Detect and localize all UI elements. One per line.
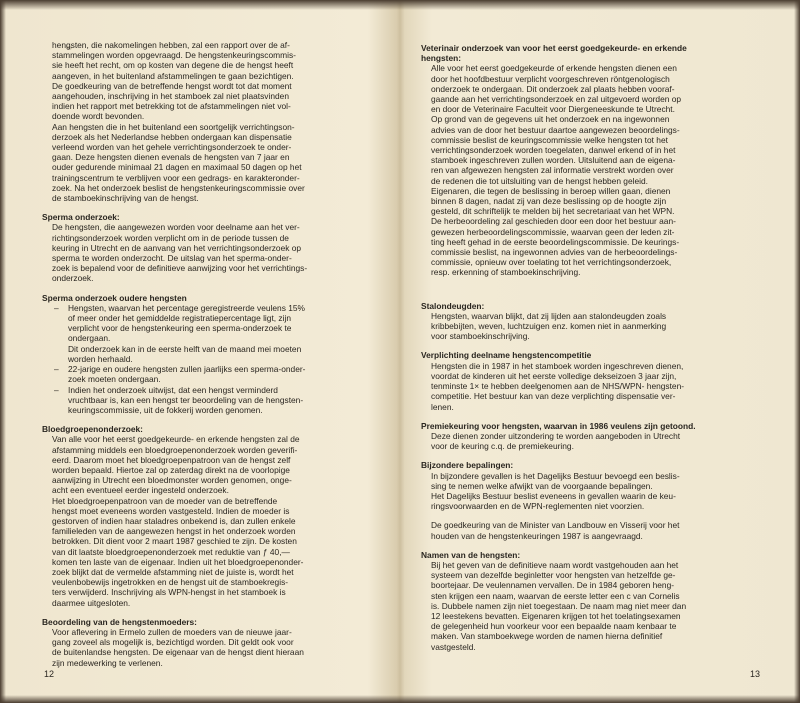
bijzondere-paragraph-3: De goedkeuring van de Minister van Landbouw en Visserij voor het houden van de hengstenkeuringen 1987 is aangevraagd. — [431, 520, 680, 541]
bloedgroepen-paragraph-2: Het bloedgroepenpatroon van de moeder van de betreffende hengst moet eveneens worden vastgesteld. Indien de moeder is gestorven of indien haar staladres onbekend is, dan zullen enkele familieleden van de aangewezen hengst in het onderzoek worden betrokken. Dit dient voor 2 maart 1987 geschied te zijn. De kosten van dit laatste bloedgroepenonderzoek met reduktie van ƒ 40,— komen ten laste van de eigenaar. Indien uit het bloedgroepenonder- zoek blijkt dat de vermelde afstamming niet de juiste is, wordt het veulenbobewijs ingetrokken en de hengst uit de stamboekregis- ters verwijderd. Inschrijving als WPN-hengst in het stamboek is daarmee uitgesloten. — [52, 495, 304, 608]
page-edge-right — [794, 0, 800, 703]
section-title-competitie: Verplichting deelname hengstencompetitie — [421, 350, 592, 361]
section-title-veterinair: Veterinair onderzoek van voor het eerst goedgekeurde- en erkende hengsten: — [421, 43, 687, 64]
page-number-right: 13 — [749, 669, 760, 679]
bloedgroepen-paragraph-1: Van alle voor het eerst goedgekeurde- en erkende hengsten zal de afstamming middels een bloedgroepenonderzoek worden geverifi- eerd. Daarom moet het bloedgroepenpatroon van de hengst zelf worden bepaald. Hiertoe zal op zaterdag direkt na de voorlopige aanwijzing in Utrecht een bloedmonster worden genomen, onge- acht een eventueel eerder ingesteld onderzoek. — [52, 434, 300, 496]
sperma-oudere-list — [42, 303, 387, 415]
section-title-bloedgroepen: Bloedgroepenonderzoek: — [42, 424, 143, 435]
intro-paragraph-2: Aan hengsten die in het buitenland een soortgelijk verrichtingson- derzoek als het Nederlandse hebben ondergaan kan dispensatie verleend worden van het gehele verrichtingsonderzoek te onder- gaan. Deze hengsten dienen evenals de hengsten van 7 jaar en ouder gedurende minimaal 21 dagen en maximaal 50 dagen op het trainingscentrum te verblijven voor een gedrags- en karakteronder- zoek. Na het onderzoek beslist de hengstenkeuringscommissie over de stamboekinschrijving van de hengst. — [52, 121, 305, 204]
page-edge-left — [0, 0, 6, 703]
right-page — [421, 43, 766, 652]
veterinair-paragraph-3: Eigenaren, die tegen de beslissing in beroep willen gaan, dienen binnen 8 dagen, nadat zij van deze beslissing op de hoogte zijn gesteld, dit schriftelijk te melden bij het secretariaat van het WPN. De herbeoordeling zal geschieden door een door het bestuur aan- gewezen herbeoordelingscommissie, waarvan geen der leden zit- ting heeft gehad in de eerste beoordelingscommissie. De keurings- commissie beslist, na ingewonnen advies van de herbeoordelings- commissie, opnieuw over toelating tot het verrichtingsonderzoek, resp. erkenning of stamboekinschrijving. — [431, 185, 680, 278]
section-title-sperma: Sperma onderzoek: — [42, 212, 120, 223]
namen-paragraph: Bij het geven van de definitieve naam wordt vastgehouden aan het systeem van dezelfde beginletter voor hengsten van hetzelfde ge- boortejaar. De veulennamen vervallen. De in 1984 geboren heng- sten krijgen een naam, waarvan de eerste letter een c van Cornelis is. Dubbele namen zijn niet toegestaan. De naam mag niet meer dan 12 leestekens bevatten. Eigenaren krijgen tot het toelatingsexamen de gelegenheid hun voorkeur voor een bepaalde naam kenbaar te maken. Van stamboekwege worden de namen hierna definitief vastgesteld. — [431, 559, 687, 652]
competitie-paragraph: Hengsten die in 1987 in het stamboek worden ingeschreven dienen, voordat de kinderen uit het eerste volledige dekseizoen 3 jaar zijn, tenminste 1× te hebben deelgenomen aan de NHS/WPN- hengsten- competitie. Het bestuur kan van deze verplichting dispensatie ver- lenen. — [431, 360, 685, 412]
section-title-premiekeuring: Premiekeuring voor hengsten, waarvan in 1986 veulens zijn getoond. — [421, 420, 696, 431]
veterinair-paragraph-1: Alle voor het eerst goedgekeurde of erkende hengsten dienen een door het hoofdbestuur verplicht voorgeschreven röntgenologisch onderzoek te ondergaan. Dit onderzoek zal plaats hebben vooraf- gaande aan het verrichtingsonderzoek en zal uitgevoerd worden op en door de Veterinaire Faculteit voor Diergeneeskunde te Utrecht. — [431, 63, 682, 115]
page-edge-top — [0, 0, 800, 10]
section-title-stalondeugden: Stalondeugden: — [421, 300, 485, 311]
list-item: – 22-jarige en oudere hengsten zullen jaarlijks een sperma-onder- zoek moeten ondergaan. — [54, 364, 306, 385]
list-item-text: 22-jarige en oudere hengsten zullen jaarlijks een sperma-onder- zoek moeten ondergaan. — [68, 364, 306, 385]
left-page — [42, 40, 387, 668]
list-item-text: Hengsten, waarvan het percentage geregistreerde veulens 15% of meer onder het gemiddelde registratiepercentage ligt, zijn verplicht voor de hengstenkeuring een sperma-onderzoek te ondergaan. Dit onderzoek kan in de eerste helft van de maand mei moeten worden herhaald. — [68, 302, 305, 364]
sperma-paragraph: De hengsten, die aangewezen worden voor deelname aan het ver- richtingsonderzoek worden verplicht om in de periode tussen de keuring in Utrecht en de aanvang van het verrichtingsonderzoek op sperma te worden onderzocht. De uitslag van het sperma-onder- zoek is bepalend voor de definitieve aanwijzing voor het verrichtings- onderzoek. — [52, 222, 308, 284]
page-number-left: 12 — [44, 669, 55, 679]
stalondeugden-paragraph: Hengsten, waarvan blijkt, dat zij lijden aan stalondeugden zoals kribbebijten, weven, luchtzuigen enz. komen niet in aanmerking voor stamboekinschrijving. — [431, 310, 667, 342]
veterinair-paragraph-2: Op grond van de gegevens uit het onderzoek en na ingewonnen advies van de door het bestuur daartoe aangewezen beoordelings- commissie beslist de keuringscommissie welke hengsten tot het verrichtingsonderzoek worden toegelaten, danwel erkend of in het stamboek ingeschreven zullen worden. Uitsluitend aan de eigena- ren van afgewezen hengsten zal informatie verstrekt worden over de redenen die tot uitsluiting van de hengst hebben geleid. — [431, 114, 680, 186]
bijzondere-paragraph-2: Het Dagelijks Bestuur beslist eveneens in gevallen waarin de keu- ringsvoorwaarden en de WPN-reglementen niet voorzien. — [431, 490, 676, 512]
intro-paragraph-1: hengsten, die nakomelingen hebben, zal een rapport over de af- stammelingen worden opgevraagd. De hengstenkeuringscommis- sie heeft het recht, om op kosten van degene die de hengst heeft aangeven, in het buitenland afstammelingen te gaan bezichtigen. De goedkeuring van de betreffende hengst wordt tot dat moment aangehouden, inschrijving in het stamboek zal niet plaatsvinden indien het rapport met betrekking tot de afstammelingen niet vol- doende wordt bevonden. — [52, 40, 296, 122]
section-title-hengstenmoeders: Beoordeling van de hengstenmoeders: — [42, 616, 197, 627]
list-item: – Indien het onderzoek uitwijst, dat een hengst verminderd vruchtbaar is, kan een hengst ter beoordeling van de hengsten- keuringscommissie, uit de fokkerij worden genomen. — [54, 384, 304, 415]
premiekeuring-paragraph: Deze dienen zonder uitzondering te worden aangeboden in Utrecht voor de keuring c.q. de premiekeuring. — [431, 430, 681, 452]
page-edge-bottom — [0, 695, 800, 703]
list-item: – Hengsten, waarvan het percentage geregistreerde veulens 15% of meer onder het gemiddelde registratiepercentage ligt, zijn verplicht voor de hengstenkeuring een sperma-onderzoek te ondergaan. Dit onderzoek kan in de eerste helft van de maand mei moeten worden herhaald. — [54, 302, 305, 364]
section-title-sperma-oudere: Sperma onderzoek oudere hengsten — [42, 292, 187, 303]
list-item-text: Indien het onderzoek uitwijst, dat een hengst verminderd vruchtbaar is, kan een hengst ter beoordeling van de hengsten- keuringscommissie, uit de fokkerij worden genomen. — [68, 384, 304, 415]
section-title-bijzondere-bepalingen: Bijzondere bepalingen: — [421, 460, 514, 471]
bijzondere-paragraph-1: In bijzondere gevallen is het Dagelijks Bestuur bevoegd een beslis- sing te nemen welke afwijkt van de voorgaande bepalingen. — [431, 470, 680, 491]
section-title-namen: Namen van de hengsten: — [421, 549, 521, 560]
hengstenmoeders-paragraph: Voor aflevering in Ermelo zullen de moeders van de nieuwe jaar- gang zoveel als mogelijk is, bezichtigd worden. Dit geldt ook voor de buitenlandse hengsten. De eigenaar van de hengst dient hieraan zijn medewerking te verlenen. — [52, 626, 304, 668]
